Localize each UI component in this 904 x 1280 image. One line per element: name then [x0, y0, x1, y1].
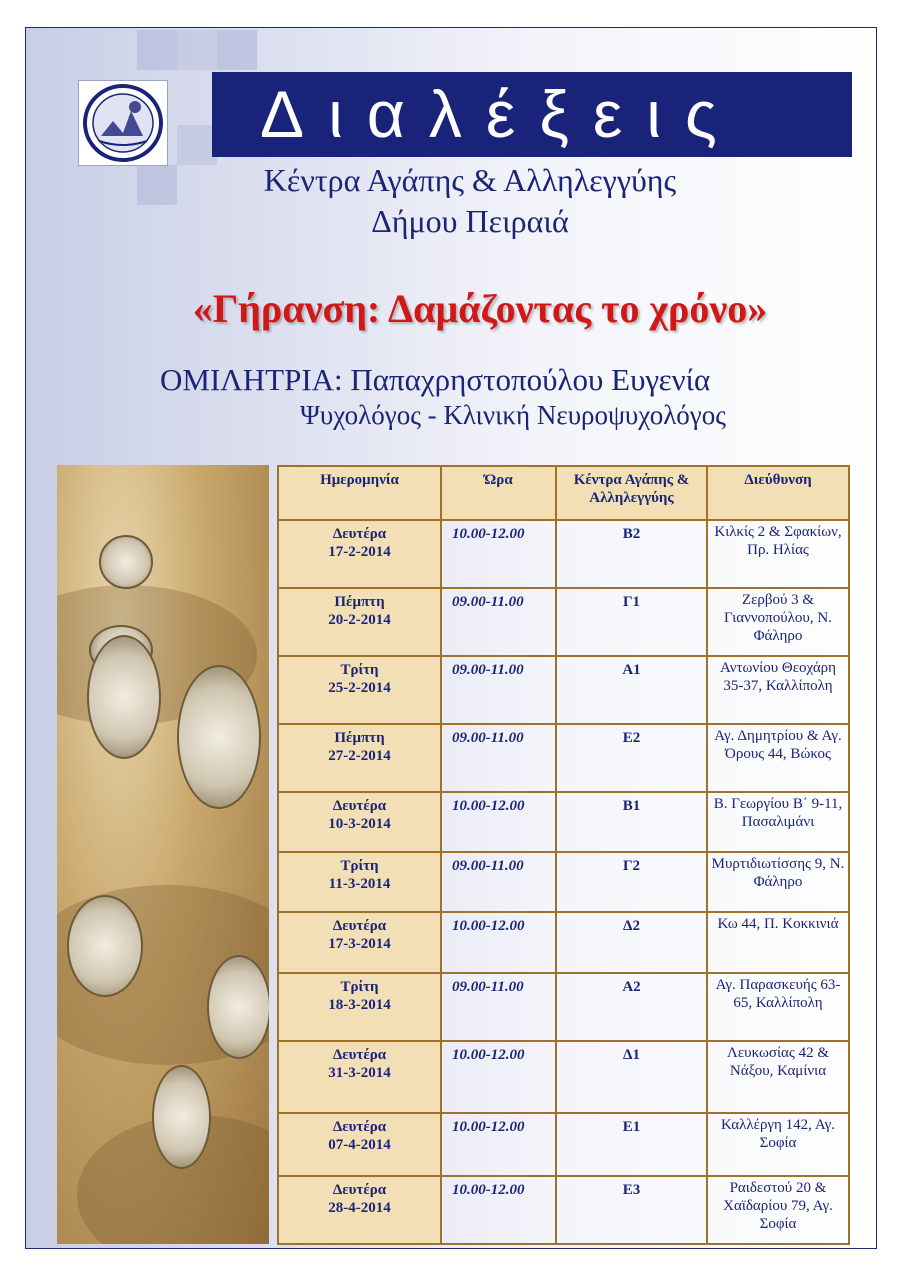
decor-square — [177, 125, 217, 165]
center-cell: Β1 — [556, 792, 707, 852]
date-cell — [278, 1113, 441, 1176]
date-cell — [278, 1041, 441, 1113]
date: 17-3-2014 — [328, 936, 391, 952]
column-header-time: Ώρα — [441, 466, 556, 520]
center-cell: Γ1 — [556, 588, 707, 656]
table-header-row — [278, 466, 849, 520]
table-row — [278, 1041, 849, 1113]
date-cell — [278, 588, 441, 656]
date-cell — [278, 912, 441, 973]
date-cell — [278, 724, 441, 792]
weekday: Δευτέρα — [332, 918, 387, 934]
weekday: Δευτέρα — [332, 798, 387, 814]
column-header-address: Διεύθυνση — [707, 466, 849, 520]
time-cell: 10.00-12.00 — [441, 1176, 556, 1244]
date: 18-3-2014 — [328, 997, 391, 1013]
time-cell: 09.00-11.00 — [441, 656, 556, 724]
column-header-center: Κέντρα Αγάπης & Αλληλεγγύης — [556, 466, 707, 520]
time-cell: 10.00-12.00 — [441, 912, 556, 973]
date: 17-2-2014 — [328, 544, 391, 560]
date-cell — [278, 520, 441, 588]
address-cell: Β. Γεωργίου Β΄ 9-11, Πασαλιμάνι — [707, 792, 849, 852]
time-cell: 09.00-11.00 — [441, 588, 556, 656]
date: 27-2-2014 — [328, 748, 391, 764]
lecture-schedule-table — [277, 465, 850, 1245]
center-cell: Ε1 — [556, 1113, 707, 1176]
center-cell: Γ2 — [556, 852, 707, 912]
time-cell: 10.00-12.00 — [441, 792, 556, 852]
address-cell: Κω 44, Π. Κοκκινιά — [707, 912, 849, 973]
address-cell: Ζερβού 3 & Γιαννοπούλου, Ν. Φάληρο — [707, 588, 849, 656]
clock-image — [67, 895, 143, 997]
table-row — [278, 973, 849, 1041]
table-row — [278, 1113, 849, 1176]
table-row — [278, 520, 849, 588]
date-cell — [278, 1176, 441, 1244]
clock-image — [177, 665, 261, 809]
center-cell: Α2 — [556, 973, 707, 1041]
date: 28-4-2014 — [328, 1200, 391, 1216]
weekday: Δευτέρα — [332, 526, 387, 542]
center-cell: Δ1 — [556, 1041, 707, 1113]
weekday: Δευτέρα — [332, 1182, 387, 1198]
decor-square — [177, 30, 217, 70]
time-cell: 10.00-12.00 — [441, 520, 556, 588]
clock-image — [99, 535, 153, 589]
center-cell: Δ2 — [556, 912, 707, 973]
address-cell: Λευκωσίας 42 & Νάξου, Καμίνια — [707, 1041, 849, 1113]
sand-clocks-image — [57, 465, 269, 1244]
date-cell — [278, 656, 441, 724]
date-cell — [278, 852, 441, 912]
time-cell: 09.00-11.00 — [441, 852, 556, 912]
address-cell: Αγ. Παρασκευής 63-65, Καλλίπολη — [707, 973, 849, 1041]
center-cell: Β2 — [556, 520, 707, 588]
date: 25-2-2014 — [328, 680, 391, 696]
speaker-role: Ψυχολόγος - Κλινική Νευροψυχολόγος — [300, 400, 726, 430]
address-cell: Κιλκίς 2 & Σφακίων, Πρ. Ηλίας — [707, 520, 849, 588]
address-cell: Καλλέργη 142, Αγ. Σοφία — [707, 1113, 849, 1176]
weekday: Τρίτη — [340, 858, 379, 874]
weekday: Πέμπτη — [334, 594, 385, 610]
municipality-name: Δήμου Πειραιά — [371, 203, 569, 239]
speaker-name: ΟΜΙΛΗΤΡΙΑ: Παπαχρηστοπούλου Ευγενία — [160, 362, 711, 397]
weekday: Τρίτη — [340, 662, 379, 678]
center-cell: Ε3 — [556, 1176, 707, 1244]
address-cell: Μυρτιδιωτίσσης 9, Ν. Φάληρο — [707, 852, 849, 912]
table-row — [278, 792, 849, 852]
lecture-title: «Γήρανση: Δαμάζοντας το χρόνο» — [192, 286, 768, 331]
poster-title: Διαλέξεις — [260, 77, 741, 151]
time-cell: 10.00-12.00 — [441, 1041, 556, 1113]
organization-name: Κέντρα Αγάπης & Αλληλεγγύης — [263, 162, 677, 198]
weekday: Δευτέρα — [332, 1119, 387, 1135]
weekday: Τρίτη — [340, 979, 379, 995]
date: 11-3-2014 — [328, 876, 391, 892]
table-row — [278, 852, 849, 912]
address-cell: Αγ. Δημητρίου & Αγ. Όρους 44, Βώκος — [707, 724, 849, 792]
table-row — [278, 588, 849, 656]
clock-image — [87, 635, 161, 759]
table-row — [278, 912, 849, 973]
date: 31-3-2014 — [328, 1065, 391, 1081]
clock-image — [207, 955, 269, 1059]
date-cell — [278, 792, 441, 852]
table-row — [278, 656, 849, 724]
date: 07-4-2014 — [328, 1137, 391, 1153]
decor-square — [217, 30, 257, 70]
center-cell: Ε2 — [556, 724, 707, 792]
time-cell: 09.00-11.00 — [441, 973, 556, 1041]
decor-square — [137, 30, 177, 70]
address-cell: Ραιδεστού 20 & Χαϊδαρίου 79, Αγ. Σοφία — [707, 1176, 849, 1244]
address-cell: Αντωνίου Θεοχάρη 35-37, Καλλίπολη — [707, 656, 849, 724]
weekday: Πέμπτη — [334, 730, 385, 746]
column-header-date: Ημερομηνία — [278, 466, 441, 520]
table-row — [278, 1176, 849, 1244]
table-row — [278, 724, 849, 792]
piraeus-municipality-logo — [78, 80, 168, 166]
clock-image — [152, 1065, 211, 1169]
date: 20-2-2014 — [328, 612, 391, 628]
date: 10-3-2014 — [328, 816, 391, 832]
time-cell: 10.00-12.00 — [441, 1113, 556, 1176]
center-cell: Α1 — [556, 656, 707, 724]
weekday: Δευτέρα — [332, 1047, 387, 1063]
date-cell — [278, 973, 441, 1041]
time-cell: 09.00-11.00 — [441, 724, 556, 792]
